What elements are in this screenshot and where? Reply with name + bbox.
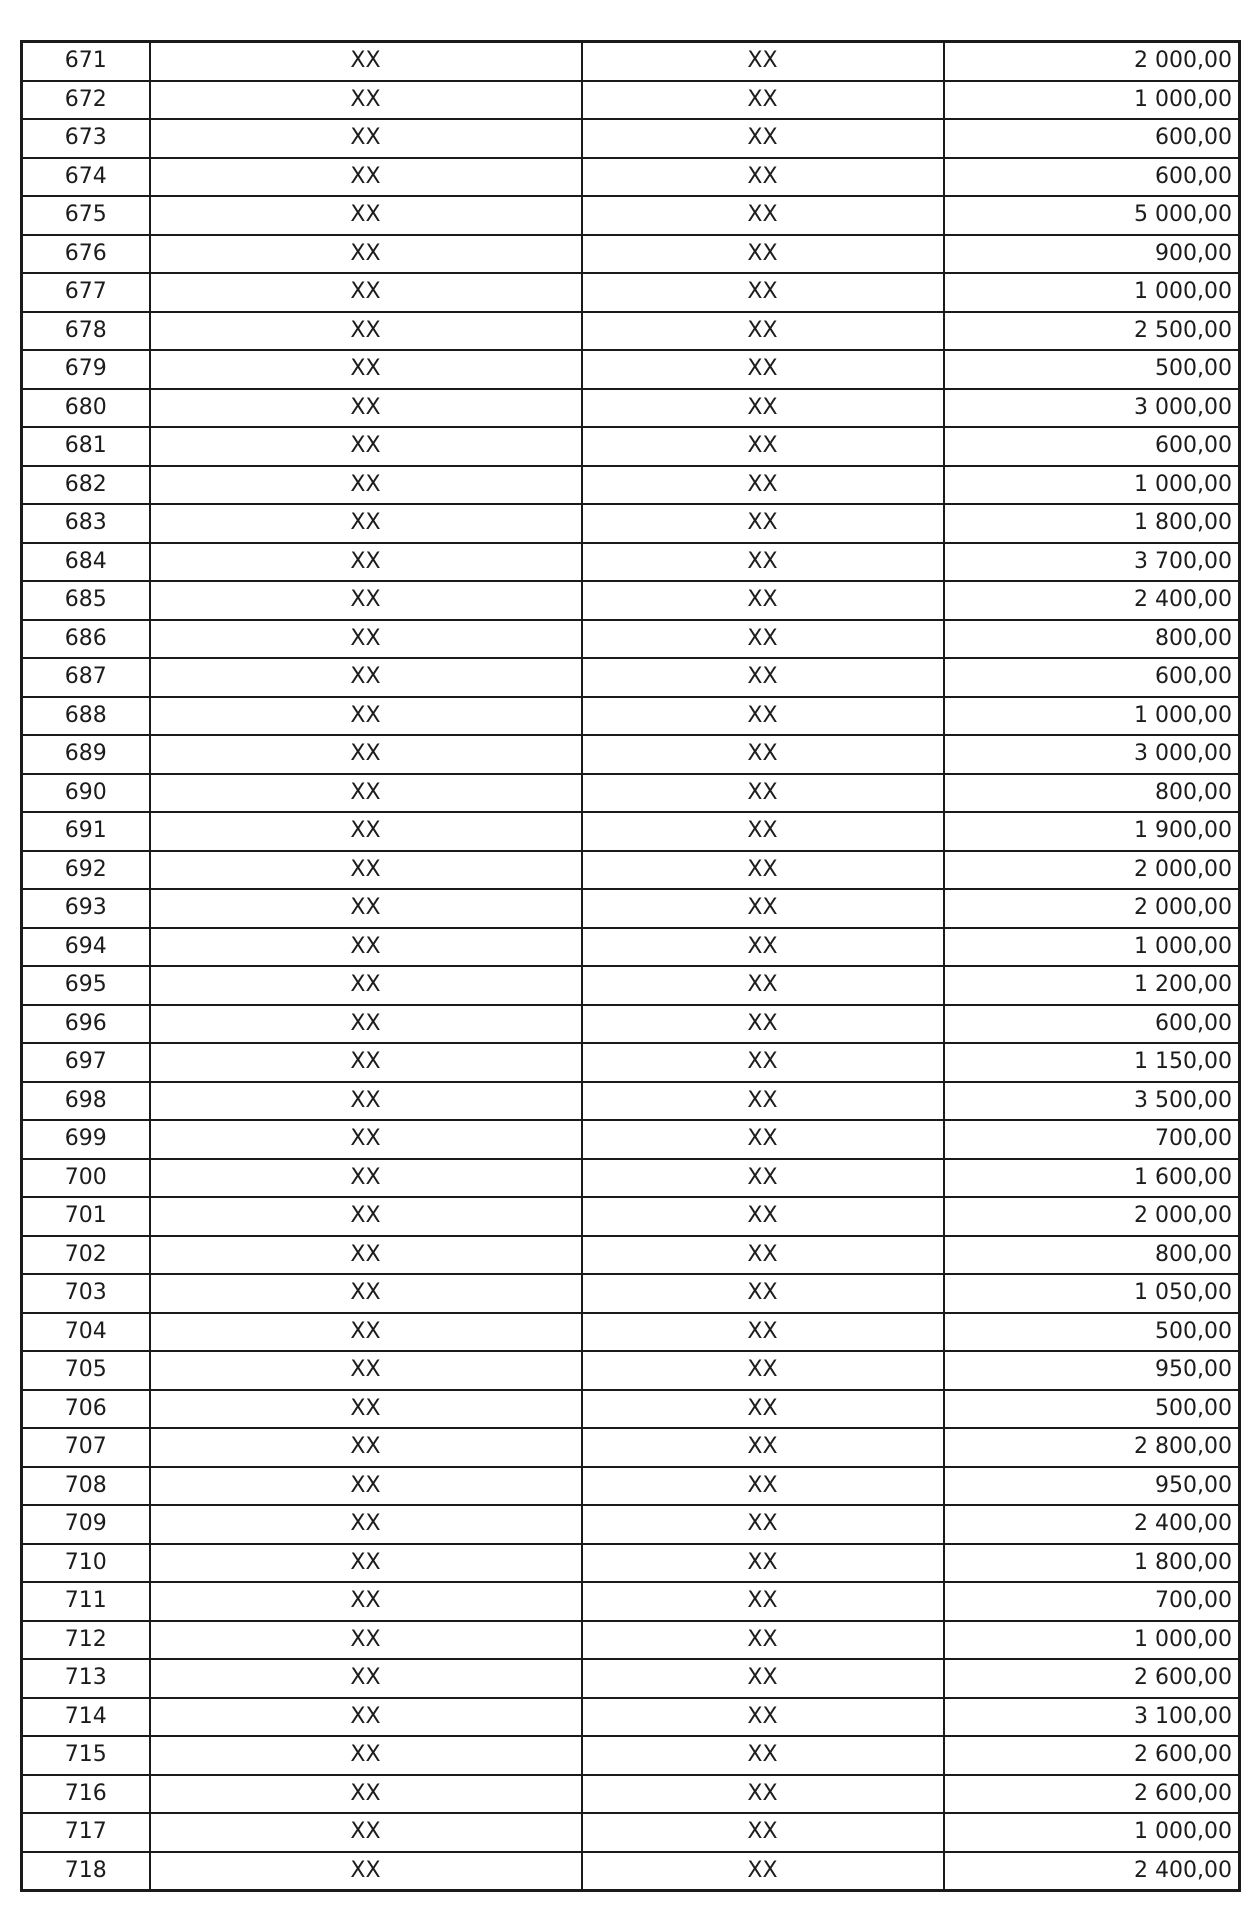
column-b-cell: XX	[582, 889, 944, 928]
amount-cell: 500,00	[944, 1390, 1240, 1429]
column-a-cell: XX	[150, 581, 582, 620]
table-row	[22, 158, 1240, 197]
amount-cell: 600,00	[944, 158, 1240, 197]
table-row	[22, 1351, 1240, 1390]
column-a-cell: XX	[150, 119, 582, 158]
column-a-cell: XX	[150, 1197, 582, 1236]
row-number-cell: 672	[22, 81, 150, 120]
row-number-cell: 677	[22, 273, 150, 312]
column-b-cell: XX	[582, 119, 944, 158]
table-row	[22, 196, 1240, 235]
column-b-cell: XX	[582, 928, 944, 967]
table-row	[22, 966, 1240, 1005]
table-row	[22, 774, 1240, 813]
column-a-cell: XX	[150, 1236, 582, 1275]
column-a-cell: XX	[150, 889, 582, 928]
table-row	[22, 81, 1240, 120]
row-number-cell: 706	[22, 1390, 150, 1429]
amount-cell: 3 500,00	[944, 1082, 1240, 1121]
amount-cell: 3 000,00	[944, 735, 1240, 774]
column-b-cell: XX	[582, 774, 944, 813]
table-row	[22, 350, 1240, 389]
row-number-cell: 702	[22, 1236, 150, 1275]
table-row	[22, 1043, 1240, 1082]
amount-cell: 800,00	[944, 774, 1240, 813]
column-b-cell: XX	[582, 620, 944, 659]
row-number-cell: 700	[22, 1159, 150, 1198]
column-b-cell: XX	[582, 1120, 944, 1159]
row-number-cell: 680	[22, 389, 150, 428]
column-b-cell: XX	[582, 812, 944, 851]
row-number-cell: 697	[22, 1043, 150, 1082]
row-number-cell: 703	[22, 1274, 150, 1313]
column-a-cell: XX	[150, 774, 582, 813]
amount-cell: 2 000,00	[944, 889, 1240, 928]
column-b-cell: XX	[582, 312, 944, 351]
row-number-cell: 686	[22, 620, 150, 659]
column-b-cell: XX	[582, 851, 944, 890]
column-a-cell: XX	[150, 1813, 582, 1852]
table-row	[22, 1736, 1240, 1775]
row-number-cell: 696	[22, 1005, 150, 1044]
row-number-cell: 687	[22, 658, 150, 697]
column-b-cell: XX	[582, 1390, 944, 1429]
column-a-cell: XX	[150, 697, 582, 736]
amount-cell: 600,00	[944, 119, 1240, 158]
table-row	[22, 1659, 1240, 1698]
table-row	[22, 1005, 1240, 1044]
amount-cell: 500,00	[944, 350, 1240, 389]
amount-cell: 1 800,00	[944, 1544, 1240, 1583]
amount-cell: 2 000,00	[944, 42, 1240, 81]
amount-cell: 3 700,00	[944, 543, 1240, 582]
column-a-cell: XX	[150, 1428, 582, 1467]
column-a-cell: XX	[150, 350, 582, 389]
column-a-cell: XX	[150, 1736, 582, 1775]
column-a-cell: XX	[150, 427, 582, 466]
column-b-cell: XX	[582, 1813, 944, 1852]
column-b-cell: XX	[582, 697, 944, 736]
column-a-cell: XX	[150, 273, 582, 312]
table-row	[22, 1390, 1240, 1429]
column-b-cell: XX	[582, 158, 944, 197]
row-number-cell: 699	[22, 1120, 150, 1159]
table-row	[22, 1082, 1240, 1121]
table-row	[22, 1236, 1240, 1275]
row-number-cell: 678	[22, 312, 150, 351]
amount-cell: 2 600,00	[944, 1659, 1240, 1698]
column-b-cell: XX	[582, 1659, 944, 1698]
column-a-cell: XX	[150, 158, 582, 197]
column-b-cell: XX	[582, 1582, 944, 1621]
table-row	[22, 889, 1240, 928]
column-a-cell: XX	[150, 389, 582, 428]
column-a-cell: XX	[150, 812, 582, 851]
table-row	[22, 1120, 1240, 1159]
amount-cell: 500,00	[944, 1313, 1240, 1352]
row-number-cell: 682	[22, 466, 150, 505]
table-row	[22, 851, 1240, 890]
amount-cell: 1 200,00	[944, 966, 1240, 1005]
column-a-cell: XX	[150, 504, 582, 543]
amount-cell: 1 000,00	[944, 81, 1240, 120]
column-a-cell: XX	[150, 1313, 582, 1352]
column-b-cell: XX	[582, 42, 944, 81]
table-row	[22, 620, 1240, 659]
row-number-cell: 716	[22, 1775, 150, 1814]
column-b-cell: XX	[582, 658, 944, 697]
column-a-cell: XX	[150, 1659, 582, 1698]
table-row	[22, 1313, 1240, 1352]
column-b-cell: XX	[582, 235, 944, 274]
row-number-cell: 701	[22, 1197, 150, 1236]
row-number-cell: 684	[22, 543, 150, 582]
amount-cell: 600,00	[944, 427, 1240, 466]
row-number-cell: 690	[22, 774, 150, 813]
amount-cell: 1 000,00	[944, 1813, 1240, 1852]
column-a-cell: XX	[150, 1082, 582, 1121]
amount-cell: 2 400,00	[944, 1852, 1240, 1891]
column-b-cell: XX	[582, 1159, 944, 1198]
row-number-cell: 708	[22, 1467, 150, 1506]
column-b-cell: XX	[582, 1351, 944, 1390]
row-number-cell: 711	[22, 1582, 150, 1621]
table-row	[22, 1467, 1240, 1506]
column-b-cell: XX	[582, 1698, 944, 1737]
table-row	[22, 735, 1240, 774]
column-b-cell: XX	[582, 966, 944, 1005]
amount-cell: 1 050,00	[944, 1274, 1240, 1313]
amount-cell: 2 000,00	[944, 851, 1240, 890]
amount-cell: 3 000,00	[944, 389, 1240, 428]
column-b-cell: XX	[582, 1197, 944, 1236]
row-number-cell: 675	[22, 196, 150, 235]
row-number-cell: 705	[22, 1351, 150, 1390]
column-a-cell: XX	[150, 1274, 582, 1313]
table-row	[22, 504, 1240, 543]
table-row	[22, 235, 1240, 274]
column-b-cell: XX	[582, 504, 944, 543]
amount-cell: 1 000,00	[944, 697, 1240, 736]
amount-cell: 1 900,00	[944, 812, 1240, 851]
amount-cell: 600,00	[944, 658, 1240, 697]
table-row	[22, 312, 1240, 351]
column-a-cell: XX	[150, 1005, 582, 1044]
column-b-cell: XX	[582, 1236, 944, 1275]
column-b-cell: XX	[582, 1082, 944, 1121]
table-row	[22, 1274, 1240, 1313]
amount-cell: 2 400,00	[944, 1505, 1240, 1544]
column-a-cell: XX	[150, 235, 582, 274]
column-a-cell: XX	[150, 966, 582, 1005]
amount-cell: 800,00	[944, 1236, 1240, 1275]
row-number-cell: 671	[22, 42, 150, 81]
column-a-cell: XX	[150, 928, 582, 967]
column-b-cell: XX	[582, 1852, 944, 1891]
column-b-cell: XX	[582, 1467, 944, 1506]
column-a-cell: XX	[150, 735, 582, 774]
column-a-cell: XX	[150, 1351, 582, 1390]
column-a-cell: XX	[150, 543, 582, 582]
column-b-cell: XX	[582, 389, 944, 428]
column-b-cell: XX	[582, 1005, 944, 1044]
table-row	[22, 42, 1240, 81]
row-number-cell: 709	[22, 1505, 150, 1544]
column-a-cell: XX	[150, 1852, 582, 1891]
column-a-cell: XX	[150, 658, 582, 697]
table-row	[22, 697, 1240, 736]
column-a-cell: XX	[150, 851, 582, 890]
amount-cell: 600,00	[944, 1005, 1240, 1044]
column-a-cell: XX	[150, 466, 582, 505]
table-row	[22, 466, 1240, 505]
row-number-cell: 691	[22, 812, 150, 851]
table-row	[22, 1621, 1240, 1660]
amount-cell: 2 500,00	[944, 312, 1240, 351]
column-a-cell: XX	[150, 1621, 582, 1660]
column-b-cell: XX	[582, 1775, 944, 1814]
table-row	[22, 273, 1240, 312]
amount-cell: 800,00	[944, 620, 1240, 659]
amount-cell: 5 000,00	[944, 196, 1240, 235]
table-row	[22, 812, 1240, 851]
table-row	[22, 1159, 1240, 1198]
column-b-cell: XX	[582, 350, 944, 389]
amount-cell: 1 000,00	[944, 928, 1240, 967]
amount-cell: 3 100,00	[944, 1698, 1240, 1737]
row-number-cell: 695	[22, 966, 150, 1005]
row-number-cell: 710	[22, 1544, 150, 1583]
column-b-cell: XX	[582, 1621, 944, 1660]
row-number-cell: 673	[22, 119, 150, 158]
table-row	[22, 1813, 1240, 1852]
row-number-cell: 713	[22, 1659, 150, 1698]
amount-cell: 2 600,00	[944, 1736, 1240, 1775]
table-row	[22, 427, 1240, 466]
column-a-cell: XX	[150, 1505, 582, 1544]
row-number-cell: 714	[22, 1698, 150, 1737]
row-number-cell: 693	[22, 889, 150, 928]
column-a-cell: XX	[150, 1775, 582, 1814]
row-number-cell: 689	[22, 735, 150, 774]
table-row	[22, 658, 1240, 697]
column-b-cell: XX	[582, 735, 944, 774]
table-row	[22, 543, 1240, 582]
amount-cell: 2 800,00	[944, 1428, 1240, 1467]
table-row	[22, 1698, 1240, 1737]
amount-cell: 700,00	[944, 1582, 1240, 1621]
row-number-cell: 683	[22, 504, 150, 543]
column-a-cell: XX	[150, 312, 582, 351]
table-row	[22, 1852, 1240, 1891]
row-number-cell: 712	[22, 1621, 150, 1660]
column-b-cell: XX	[582, 1505, 944, 1544]
table-row	[22, 928, 1240, 967]
column-b-cell: XX	[582, 543, 944, 582]
column-b-cell: XX	[582, 1736, 944, 1775]
table-row	[22, 1544, 1240, 1583]
column-b-cell: XX	[582, 581, 944, 620]
column-a-cell: XX	[150, 1544, 582, 1583]
column-b-cell: XX	[582, 196, 944, 235]
column-b-cell: XX	[582, 1428, 944, 1467]
column-a-cell: XX	[150, 1698, 582, 1737]
amount-cell: 950,00	[944, 1467, 1240, 1506]
column-a-cell: XX	[150, 620, 582, 659]
amount-cell: 1 000,00	[944, 1621, 1240, 1660]
column-b-cell: XX	[582, 1544, 944, 1583]
table-row	[22, 581, 1240, 620]
column-a-cell: XX	[150, 1390, 582, 1429]
column-b-cell: XX	[582, 1313, 944, 1352]
row-number-cell: 688	[22, 697, 150, 736]
amount-cell: 1 000,00	[944, 273, 1240, 312]
row-number-cell: 718	[22, 1852, 150, 1891]
amount-cell: 2 600,00	[944, 1775, 1240, 1814]
amount-cell: 1 600,00	[944, 1159, 1240, 1198]
amount-cell: 1 000,00	[944, 466, 1240, 505]
amount-cell: 2 000,00	[944, 1197, 1240, 1236]
column-b-cell: XX	[582, 81, 944, 120]
column-a-cell: XX	[150, 81, 582, 120]
amount-cell: 950,00	[944, 1351, 1240, 1390]
row-number-cell: 679	[22, 350, 150, 389]
column-a-cell: XX	[150, 1120, 582, 1159]
column-b-cell: XX	[582, 273, 944, 312]
column-b-cell: XX	[582, 427, 944, 466]
table-row	[22, 1775, 1240, 1814]
amount-cell: 700,00	[944, 1120, 1240, 1159]
row-number-cell: 717	[22, 1813, 150, 1852]
table-row	[22, 1197, 1240, 1236]
column-b-cell: XX	[582, 466, 944, 505]
row-number-cell: 676	[22, 235, 150, 274]
amount-cell: 2 400,00	[944, 581, 1240, 620]
column-a-cell: XX	[150, 42, 582, 81]
row-number-cell: 694	[22, 928, 150, 967]
column-a-cell: XX	[150, 1043, 582, 1082]
column-b-cell: XX	[582, 1043, 944, 1082]
records-table	[20, 40, 1241, 1892]
row-number-cell: 685	[22, 581, 150, 620]
table-row	[22, 119, 1240, 158]
records-table-body	[22, 42, 1240, 1891]
table-row	[22, 1505, 1240, 1544]
column-b-cell: XX	[582, 1274, 944, 1313]
amount-cell: 900,00	[944, 235, 1240, 274]
amount-cell: 1 800,00	[944, 504, 1240, 543]
row-number-cell: 692	[22, 851, 150, 890]
table-row	[22, 1582, 1240, 1621]
row-number-cell: 681	[22, 427, 150, 466]
column-a-cell: XX	[150, 1582, 582, 1621]
row-number-cell: 704	[22, 1313, 150, 1352]
row-number-cell: 674	[22, 158, 150, 197]
column-a-cell: XX	[150, 1159, 582, 1198]
table-row	[22, 1428, 1240, 1467]
row-number-cell: 707	[22, 1428, 150, 1467]
table-row	[22, 389, 1240, 428]
row-number-cell: 715	[22, 1736, 150, 1775]
column-a-cell: XX	[150, 1467, 582, 1506]
column-a-cell: XX	[150, 196, 582, 235]
amount-cell: 1 150,00	[944, 1043, 1240, 1082]
row-number-cell: 698	[22, 1082, 150, 1121]
